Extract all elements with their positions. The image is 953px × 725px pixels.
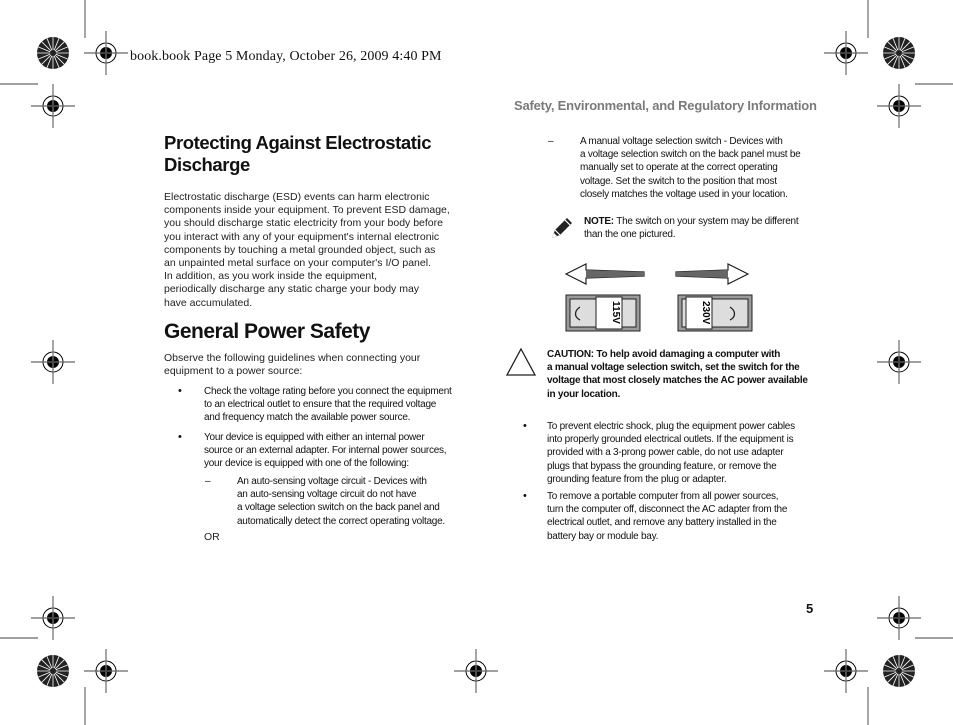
dash-icon: – bbox=[205, 476, 211, 487]
print-slug: book.book Page 5 Monday, October 26, 2009 4:40 PM bbox=[130, 49, 442, 64]
switch-115v bbox=[566, 295, 640, 331]
list-item: Your device is equipped with either an internal power source or an external adapter. For internal power sources, your device is equipped with one of the following: bbox=[204, 432, 447, 470]
caution-text bbox=[547, 348, 822, 401]
star-target-icon bbox=[883, 655, 915, 687]
switch-230v bbox=[678, 295, 752, 331]
registration-mark-icon bbox=[877, 340, 921, 384]
page-number: 5 bbox=[806, 601, 814, 616]
registration-mark-icon bbox=[877, 84, 921, 128]
switch-label-230v: 230V bbox=[700, 301, 711, 325]
section-title-power-safety: General Power Safety bbox=[164, 320, 370, 343]
power-intro-paragraph: Observe the following guidelines when connecting your equipment to a power source: bbox=[164, 352, 421, 378]
bullet-icon: • bbox=[523, 420, 527, 432]
registration-mark-icon bbox=[877, 596, 921, 640]
running-header: Safety, Environmental, and Regulatory Information bbox=[514, 98, 817, 113]
pencil-note-icon bbox=[549, 215, 575, 241]
list-item: To remove a portable computer from all power sources, turn the computer off, disconnect the AC adapter from the electrical outlet, and remove any battery installed in the battery bay or module bay. bbox=[547, 491, 788, 542]
bullet-icon: • bbox=[178, 431, 182, 443]
bullet-icon: • bbox=[523, 490, 527, 502]
section-title-esd: Protecting Against Electrostatic Discharge bbox=[164, 132, 432, 175]
esd-paragraph: Electrostatic discharge (ESD) events can harm electronic components inside your equipment. To prevent ESD damage, you should discharge static electricity from your body before you interact with any of your equipment's internal electronic components by touching a metal grounded object, such as an unpainted metal surface on your computer's I/O panel. In addition, as you work inside the equipment, periodically discharge any static charge your body may have accumulated. bbox=[164, 191, 450, 309]
registration-mark-icon bbox=[31, 84, 75, 128]
registration-mark-icon bbox=[454, 649, 498, 693]
star-target-icon bbox=[37, 37, 69, 69]
list-item: To prevent electric shock, plug the equipment power cables into properly grounded electrical outlets. If the equipment is provided with a 3-prong power cable, do not use adapter plugs that bypass the grounding feature, or remove the grounding feature from the plug or adapter. bbox=[547, 421, 795, 485]
bullet-icon: • bbox=[178, 385, 182, 397]
registration-mark-icon bbox=[84, 31, 128, 75]
registration-mark-icon bbox=[824, 649, 868, 693]
star-target-icon bbox=[883, 37, 915, 69]
arrow-left-icon bbox=[566, 264, 644, 284]
list-item: Check the voltage rating before you connect the equipment to an electrical outlet to ensure that the required voltage and frequency match the available power source. bbox=[204, 386, 452, 424]
sub-list-item: An auto-sensing voltage circuit - Devices with an auto-sensing voltage circuit do not have a voltage selection switch on the back panel and automatically detect the correct operating voltage. bbox=[237, 476, 445, 527]
note-body: The switch on your system may be different than the one pictured. bbox=[584, 216, 799, 241]
voltage-switch-illustration bbox=[562, 262, 762, 334]
star-target-icon bbox=[37, 655, 69, 687]
registration-mark-icon bbox=[824, 31, 868, 75]
caution-triangle-icon bbox=[505, 347, 537, 377]
caution-label: CAUTION: bbox=[547, 349, 594, 360]
switch-label-115v: 115V bbox=[610, 301, 621, 324]
registration-mark-icon bbox=[84, 649, 128, 693]
sub-list-item: A manual voltage selection switch - Devices with a voltage selection switch on the back panel must be manually set to operate at the correct operating voltage. Set the switch to the position that most closely matches the voltage used in your location. bbox=[580, 136, 801, 200]
registration-mark-icon bbox=[31, 340, 75, 384]
or-separator: OR bbox=[204, 531, 220, 543]
arrow-right-icon bbox=[676, 264, 748, 284]
note-label: NOTE: bbox=[584, 216, 614, 227]
note-text bbox=[584, 215, 824, 241]
registration-mark-icon bbox=[31, 596, 75, 640]
dash-icon: – bbox=[548, 136, 554, 147]
caution-body: To help avoid damaging a computer with a manual voltage selection switch, set the switch for the voltage that most closely matches the AC power available in your location. bbox=[547, 349, 808, 400]
